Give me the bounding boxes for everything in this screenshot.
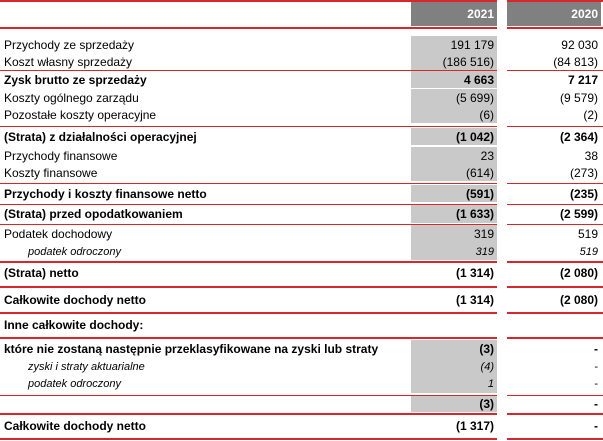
section-rule [0,312,497,314]
row-label: Przychody i koszty finansowe netto [4,186,207,201]
row-label: Koszty finansowe [4,165,98,180]
top-rule-2020 [507,0,603,2]
section-rule [507,413,603,415]
table-row [0,71,603,88]
value-2020: (235) [569,186,598,201]
section-rule [507,261,603,263]
row-label: podatek odroczony [28,245,121,258]
section-rule [0,337,497,339]
table-row [0,416,603,436]
row-label: zyski i straty aktuarialne [28,360,145,373]
bottom-rule [507,438,603,440]
header-2020: 2020 [507,2,601,26]
header-rule-2020 [507,27,603,29]
value-2021: (3) [411,396,497,412]
value-2021: (5 699) [411,89,497,106]
value-2021: (4) [411,358,497,375]
value-2021: 319 [411,225,497,243]
value-2020: - [594,342,598,356]
value-2021: 4 663 [411,71,497,88]
value-2020: 38 [584,148,598,163]
row-label: Zysk brutto ze sprzedaży [4,72,147,87]
row-label: Inne całkowite dochody: [4,318,144,332]
table-row [0,291,603,309]
table-row [0,375,603,393]
value-2020: (273) [569,165,598,180]
value-2021: 23 [411,147,497,164]
table-row [0,316,603,334]
value-2020: - [594,360,598,373]
table-header-row [0,2,603,26]
row-label: (Strata) z działalności operacyjnej [4,129,197,144]
value-2020: (2 364) [559,129,598,144]
value-2020: 519 [577,227,598,241]
value-2021: (1 314) [455,266,494,280]
value-2021: 319 [411,243,497,260]
value-2020: - [594,419,598,433]
row-label: Pozostałe koszty operacyjne [4,107,157,122]
table-row [0,36,603,53]
value-2020: (2) [583,107,598,122]
section-rule [507,286,603,288]
value-2021: (1 633) [411,205,497,223]
table-row [0,128,603,145]
header-rule [0,27,497,29]
value-2021: (1 314) [455,293,494,307]
row-label: które nie zostaną następnie przeklasyfikowane na zyski lub straty [4,342,379,356]
section-rule [0,413,497,415]
value-2020 [507,316,601,334]
section-rule [507,337,603,339]
bottom-rule [0,438,497,440]
row-rule [507,183,603,184]
header-2021: 2021 [411,2,497,26]
value-2021: (591) [411,185,497,202]
section-rule [0,286,497,288]
table-row [0,164,603,181]
table-row [0,89,603,106]
table-row [0,225,603,243]
value-2021: (614) [411,164,497,181]
value-2021: (1 317) [455,419,494,433]
section-rule [0,261,497,263]
value-2021: (6) [411,106,497,123]
row-rule [0,126,497,127]
value-2021: (3) [411,340,497,358]
value-2020: (9 579) [559,90,598,105]
table-row [0,205,603,223]
value-2020: (2 080) [559,266,598,280]
value-2020: (84 813) [553,54,598,69]
table-row [0,340,603,358]
value-2021 [411,316,497,334]
value-2020: 519 [579,245,598,258]
value-2020: (2 080) [559,293,598,307]
row-label [4,396,408,412]
row-label: podatek odroczony [28,378,121,390]
row-label: Przychody ze sprzedaży [4,37,135,52]
row-label: Podatek dochodowy [4,227,113,241]
row-label: Przychody finansowe [4,148,118,163]
table-row [0,106,603,123]
row-label: Całkowite dochody netto [4,293,147,307]
table-row [0,53,603,70]
table-row [0,396,603,412]
table-row [0,147,603,164]
value-2020: - [594,378,598,390]
value-2021: (1 042) [411,128,497,145]
value-2020: (2 599) [559,207,598,221]
row-label: Koszty ogólnego zarządu [4,90,139,105]
row-rule [507,126,603,127]
value-2020: - [594,397,598,411]
table-row [0,185,603,202]
row-label: Całkowite dochody netto [4,419,147,433]
value-2021: 191 179 [411,36,497,53]
row-label: (Strata) netto [4,266,79,280]
table-row [0,358,603,375]
value-2021: (186 516) [411,53,497,70]
top-rule [0,0,497,2]
table-row [0,243,603,260]
section-rule [507,312,603,314]
value-2020: 92 030 [561,37,598,52]
row-label: Koszt własny sprzedaży [4,54,133,69]
table-row [0,264,603,282]
value-2021: 1 [411,375,497,393]
row-rule [0,183,497,184]
value-2020: 7 217 [567,72,598,87]
row-label: (Strata) przed opodatkowaniem [4,207,183,221]
